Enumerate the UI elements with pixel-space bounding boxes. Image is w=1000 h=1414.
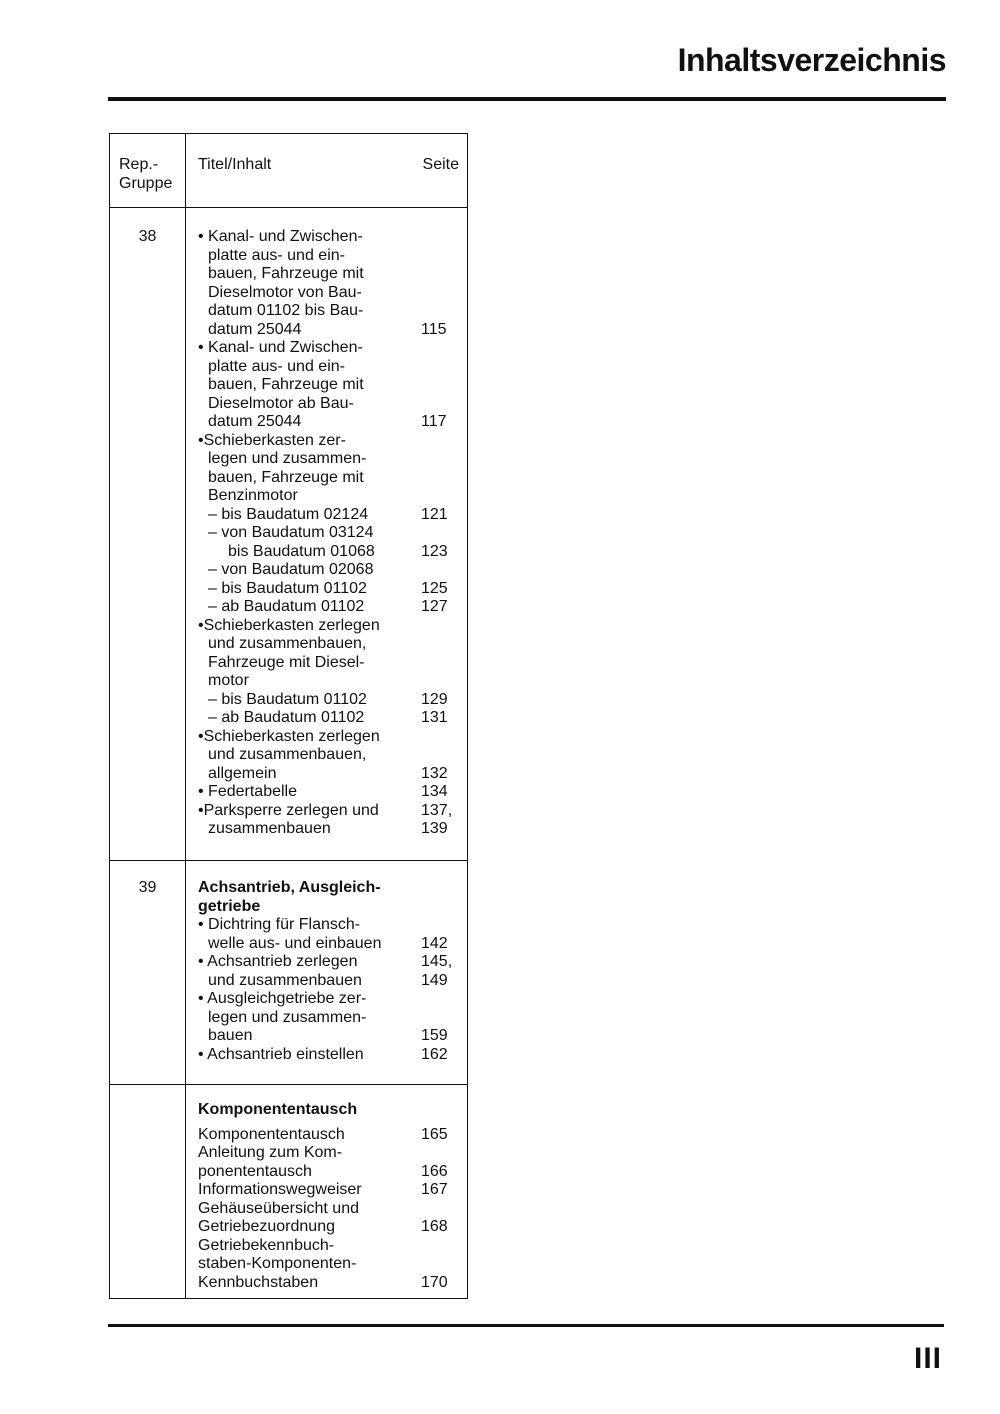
toc-entry-text: legen und zusammen-	[208, 450, 367, 467]
toc-entry-page	[421, 450, 461, 469]
toc-entry-page	[421, 228, 461, 247]
toc-entry-page: 149	[421, 971, 448, 989]
toc-entry	[198, 1218, 461, 1237]
toc-entry	[198, 469, 461, 488]
toc-entry-page	[421, 746, 461, 765]
toc-entry-page	[421, 302, 461, 321]
toc-entry	[198, 898, 461, 917]
toc-entry-page	[421, 284, 461, 303]
toc-entry-page: 117	[421, 413, 447, 430]
toc-entry	[198, 302, 461, 321]
toc-entry-text: • Federtabelle	[198, 783, 297, 800]
toc-entry-text: – bis Baudatum 01102	[208, 579, 367, 597]
toc-entry	[198, 1126, 461, 1145]
toc-entry	[198, 358, 461, 377]
toc-entry-page: 129	[421, 690, 448, 708]
toc-entry	[198, 691, 461, 710]
toc-entry-text: – bis Baudatum 01102	[208, 690, 367, 708]
toc-entry	[198, 1009, 461, 1028]
toc-entry	[198, 561, 461, 580]
toc-entry-page	[421, 469, 461, 488]
toc-entry-page	[421, 916, 461, 935]
toc-entry	[198, 413, 461, 432]
header-page: Seite	[422, 156, 459, 173]
toc-entry	[198, 746, 461, 765]
toc-entry-page: 115	[421, 320, 447, 338]
toc-entry-page	[421, 487, 461, 506]
toc-entry-page	[421, 990, 461, 1009]
toc-entry-text: legen und zusammen-	[208, 1008, 367, 1026]
toc-entry-text: Benzinmotor	[208, 487, 298, 504]
toc-entry	[198, 432, 461, 451]
toc-entry-page: 127	[421, 598, 448, 615]
toc-entry-text: – von Baudatum 02068	[208, 561, 374, 578]
toc-entry	[198, 1237, 461, 1256]
section-group-number: 38	[110, 208, 186, 860]
toc-entry	[198, 543, 461, 562]
toc-entry	[198, 506, 461, 525]
toc-entry-page	[421, 728, 461, 747]
toc-entry-text: Fahrzeuge mit Diesel-	[208, 653, 365, 671]
toc-entry-page	[421, 247, 461, 266]
toc-entry	[198, 284, 461, 303]
toc-entry-text: getriebe	[198, 897, 261, 915]
toc-entry	[198, 487, 461, 506]
toc-entry-text: Getriebekennbuch-	[198, 1236, 335, 1254]
toc-entry-text: Dieselmotor ab Bau-	[208, 394, 354, 412]
toc-entry-text: Getriebezuordnung	[198, 1218, 335, 1235]
toc-entry-page: 134	[421, 783, 448, 800]
toc-entry	[198, 228, 461, 247]
header-title: Titel/Inhalt	[198, 156, 272, 173]
toc-entry	[198, 820, 461, 839]
toc-table	[109, 133, 468, 1299]
toc-section-komponententausch	[110, 1085, 467, 1298]
toc-entry-page: 165	[421, 1125, 448, 1143]
toc-entry-page	[421, 561, 461, 580]
toc-entry	[198, 395, 461, 414]
toc-entry-text: ponententausch	[198, 1162, 312, 1180]
toc-entry-text: staben-Komponenten-	[198, 1255, 357, 1272]
toc-entry-page: 166	[421, 1162, 448, 1180]
toc-entry-page: 125	[421, 579, 448, 597]
toc-entry	[198, 972, 461, 991]
toc-entry	[198, 321, 461, 340]
toc-entry-text: Informationswegweiser	[198, 1181, 362, 1198]
toc-entry-page	[421, 1255, 461, 1274]
toc-entry	[198, 1163, 461, 1182]
toc-header-row	[110, 134, 467, 208]
header-group-cell	[110, 134, 186, 207]
toc-entry-text: und zusammenbauen,	[208, 746, 367, 763]
toc-entry-text: Dieselmotor von Bau-	[208, 283, 362, 301]
toc-entry-page: 137,	[421, 801, 453, 819]
toc-entry-text: •Parksperre zerlegen und	[198, 801, 379, 819]
toc-entry-page: 142	[421, 934, 448, 952]
toc-entry-page	[421, 358, 461, 377]
toc-entry	[198, 1200, 461, 1219]
toc-entry	[198, 1144, 461, 1163]
toc-entry-text: •Schieberkasten zerlegen	[198, 727, 380, 745]
toc-entry-text: Gehäuseübersicht und	[198, 1199, 359, 1217]
toc-entry	[198, 635, 461, 654]
toc-entry-text: • Dichtring für Flansch-	[198, 916, 361, 933]
toc-entry	[198, 524, 461, 543]
toc-entry	[198, 935, 461, 954]
toc-entry	[198, 580, 461, 599]
toc-entry	[198, 265, 461, 284]
toc-entry-text: •Schieberkasten zer-	[198, 431, 346, 449]
toc-entry	[198, 953, 461, 972]
toc-entry-text: platte aus- und ein-	[208, 246, 345, 264]
toc-entry-page	[421, 898, 461, 917]
section-group-number: 39	[110, 861, 186, 1084]
toc-entry-page	[421, 1144, 461, 1163]
toc-entry-page: 139	[421, 820, 448, 837]
toc-entry-text: und zusammenbauen,	[208, 635, 367, 652]
toc-entry-page	[421, 265, 461, 284]
toc-entry-text: bauen, Fahrzeuge mit	[208, 376, 364, 393]
toc-entry-page: 170	[421, 1273, 448, 1291]
page-number: III	[913, 1342, 942, 1375]
toc-entry-page: 168	[421, 1218, 448, 1235]
toc-entry	[198, 1274, 461, 1293]
toc-entry-text: welle aus- und einbauen	[208, 934, 382, 952]
toc-entry-page	[421, 617, 461, 636]
toc-entry-text: • Achsantrieb zerlegen	[198, 953, 358, 970]
toc-entry-text: • Kanal- und Zwischen-	[198, 228, 363, 245]
toc-entry-text: Anleitung zum Kom-	[198, 1144, 343, 1161]
toc-entry	[198, 1046, 461, 1065]
toc-entry-page: 121	[421, 505, 448, 523]
bottom-rule	[108, 1324, 944, 1327]
section-entries	[186, 861, 467, 1084]
toc-entry	[198, 990, 461, 1009]
toc-entry-page	[421, 1200, 461, 1219]
toc-entry	[198, 672, 461, 691]
toc-entry-text: – bis Baudatum 02124	[208, 505, 369, 523]
toc-section-38	[110, 208, 467, 861]
toc-entry	[198, 598, 461, 617]
toc-entry-text: zusammenbauen	[208, 820, 331, 837]
page-title: Inhaltsverzeichnis	[677, 42, 946, 78]
section-entry-list	[198, 1126, 461, 1293]
toc-entry-text: datum 25044	[208, 320, 302, 338]
toc-entry-page: 167	[421, 1181, 448, 1198]
toc-entry	[198, 654, 461, 673]
toc-entry-text: • Achsantrieb einstellen	[198, 1045, 364, 1063]
toc-entry	[198, 709, 461, 728]
toc-entry	[198, 916, 461, 935]
toc-entry-text: und zusammenbauen	[208, 971, 362, 989]
toc-entry-text: allgemein	[208, 764, 277, 782]
toc-entry-text: – ab Baudatum 01102	[208, 598, 365, 615]
toc-entry-text: – von Baudatum 03124	[208, 524, 374, 541]
toc-entry-text: datum 25044	[208, 413, 302, 430]
toc-entry-page	[421, 524, 461, 543]
toc-entry-page	[421, 339, 461, 358]
header-title-cell	[186, 134, 467, 207]
toc-entry-page	[421, 432, 461, 451]
toc-entry-text: Achsantrieb, Ausgleich-	[198, 879, 381, 896]
toc-entry	[198, 802, 461, 821]
section-entries	[186, 1085, 467, 1298]
header-group-line: Rep.-	[119, 156, 159, 173]
toc-entry-text: Komponententausch	[198, 1125, 345, 1143]
toc-entry-text: datum 01102 bis Bau-	[208, 302, 364, 319]
toc-entry-text: bauen, Fahrzeuge mit	[208, 468, 364, 486]
toc-entry-page	[421, 376, 461, 395]
toc-entry-text: • Kanal- und Zwischen-	[198, 339, 363, 356]
toc-entry	[198, 247, 461, 266]
toc-entry-text: bauen, Fahrzeuge mit	[208, 265, 364, 282]
toc-entry-text: Kennbuchstaben	[198, 1273, 319, 1291]
toc-entry-page: 131	[421, 709, 448, 726]
section-group-number	[110, 1085, 186, 1298]
toc-entry-page	[421, 395, 461, 414]
section-heading: Komponententausch	[198, 1101, 358, 1118]
toc-entry	[198, 1255, 461, 1274]
toc-entry	[198, 1027, 461, 1046]
toc-entry-page	[421, 1009, 461, 1028]
toc-entry	[198, 783, 461, 802]
toc-entry-page	[421, 672, 461, 691]
toc-entry-page	[421, 1237, 461, 1256]
toc-entry-page	[421, 635, 461, 654]
toc-entry-text: platte aus- und ein-	[208, 357, 345, 375]
section-entries	[186, 208, 467, 860]
toc-entry-text: – ab Baudatum 01102	[208, 709, 365, 726]
toc-entry-page: 162	[421, 1045, 448, 1063]
toc-entry	[198, 450, 461, 469]
toc-entry-text: motor	[208, 672, 249, 689]
toc-entry-page: 145,	[421, 953, 453, 970]
toc-entry-page: 123	[421, 542, 448, 560]
header-group-line: Gruppe	[119, 174, 173, 192]
toc-section-39	[110, 861, 467, 1085]
toc-entry-page: 159	[421, 1027, 448, 1044]
toc-entry	[198, 617, 461, 636]
toc-entry-page	[421, 879, 461, 898]
toc-entry-page: 132	[421, 764, 448, 782]
toc-entry-text: bis Baudatum 01068	[228, 542, 375, 560]
toc-entry	[198, 1181, 461, 1200]
toc-entry	[198, 376, 461, 395]
toc-entry	[198, 339, 461, 358]
toc-entry	[198, 879, 461, 898]
toc-entry-text: •Schieberkasten zerlegen	[198, 616, 380, 634]
toc-entry	[198, 765, 461, 784]
toc-entry-page	[421, 654, 461, 673]
toc-entry	[198, 728, 461, 747]
toc-entry-text: bauen	[208, 1027, 253, 1044]
toc-entry-text: • Ausgleichgetriebe zer-	[198, 990, 367, 1007]
top-rule	[108, 97, 946, 101]
